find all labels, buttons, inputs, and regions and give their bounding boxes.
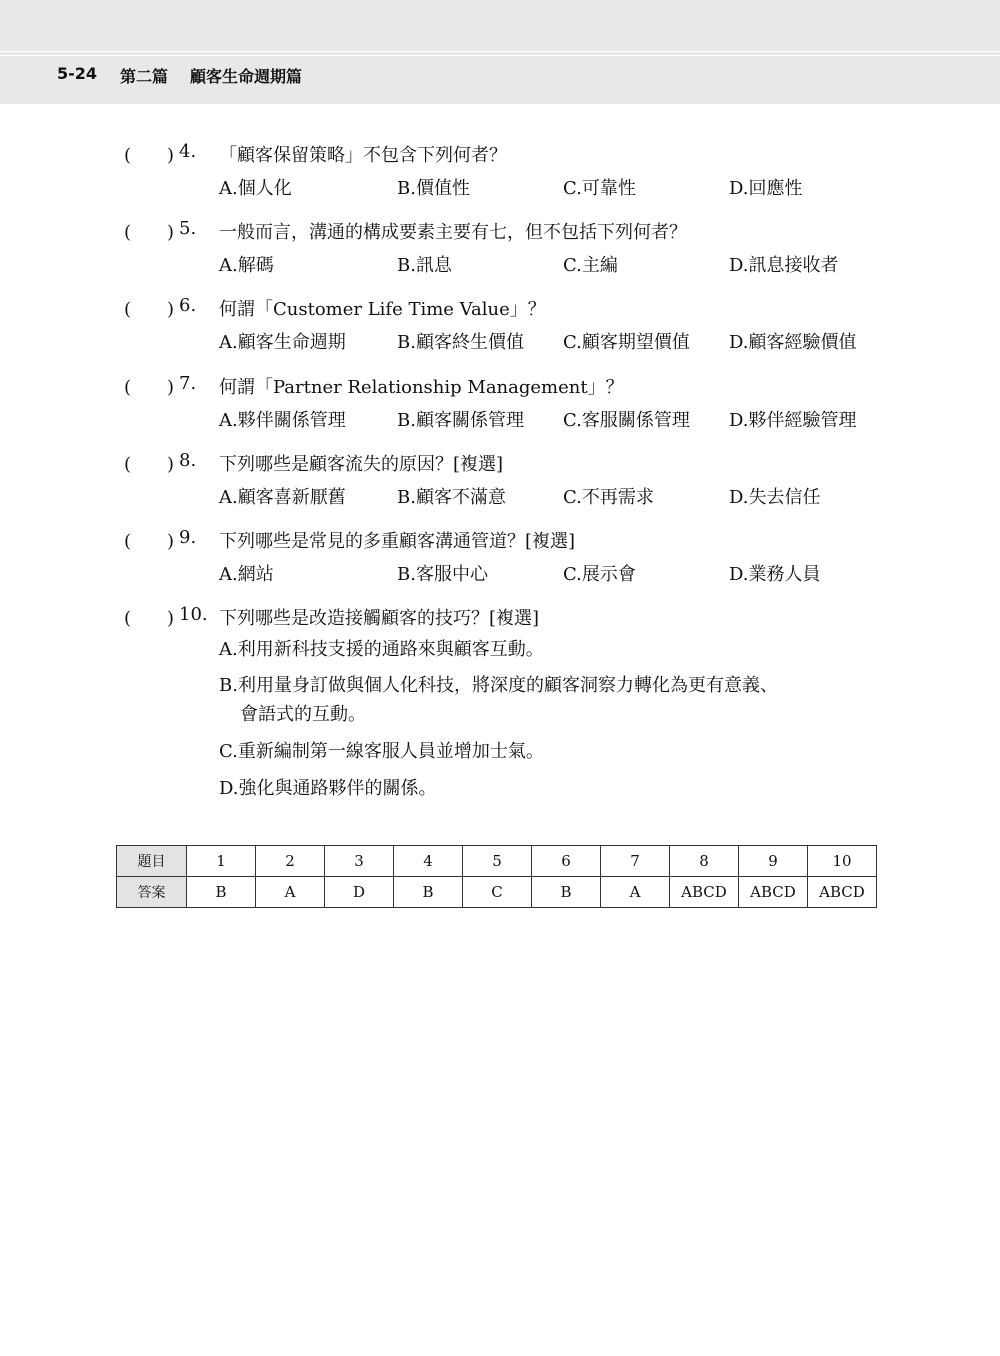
option-b: B.客服中心 xyxy=(397,564,488,585)
answer-cell: ABCD xyxy=(808,877,877,908)
option-a: A.顧客生命週期 xyxy=(219,332,346,353)
option-a: A.個人化 xyxy=(219,178,292,199)
option-d: D.夥伴經驗管理 xyxy=(729,410,857,431)
answer-cell: C xyxy=(463,877,532,908)
option-d: D.失去信任 xyxy=(729,487,821,508)
question-number: 5. xyxy=(179,218,197,239)
option-b: B.訊息 xyxy=(397,255,452,276)
option-c: C.重新編制第一線客服人員並增加士氣。 xyxy=(219,741,544,762)
answer-table xyxy=(116,845,877,908)
option-a: A.解碼 xyxy=(219,255,274,276)
answer-cell: A xyxy=(601,877,670,908)
question-stem: 下列哪些是改造接觸顧客的技巧？[複選] xyxy=(219,608,540,629)
answer-blank: ( ) xyxy=(124,454,175,475)
question-number: 9. xyxy=(179,527,197,548)
option-b xyxy=(219,671,899,729)
answer-cell: ABCD xyxy=(670,877,739,908)
question-stem: 一般而言，溝通的構成要素主要有七，但不包括下列何者？ xyxy=(219,222,687,243)
row-header-answer: 答案 xyxy=(117,877,187,908)
option-b: B.顧客關係管理 xyxy=(397,410,524,431)
option-b: B.價值性 xyxy=(397,178,470,199)
chapter-title: 顧客生命週期篇 xyxy=(190,67,303,86)
question-cell: 6 xyxy=(532,846,601,877)
question-cell: 1 xyxy=(187,846,256,877)
option-b-line1: B.利用量身訂做與個人化科技，將深度的顧客洞察力轉化為更有意義、 xyxy=(219,675,778,696)
answer-cell: B xyxy=(187,877,256,908)
table-row xyxy=(117,877,877,908)
question-number: 4. xyxy=(179,141,197,162)
option-b: B.顧客終生價值 xyxy=(397,332,524,353)
question-cell: 10 xyxy=(808,846,877,877)
option-b-line2: 會語式的互動。 xyxy=(240,704,366,725)
answer-blank: ( ) xyxy=(124,608,175,629)
row-header-question: 題目 xyxy=(117,846,187,877)
question-number: 6. xyxy=(179,295,197,316)
answer-cell: B xyxy=(532,877,601,908)
question-stem: 下列哪些是顧客流失的原因？[複選] xyxy=(219,454,504,475)
option-d: D.顧客經驗價值 xyxy=(729,332,857,353)
answer-blank: ( ) xyxy=(124,377,175,398)
answer-cell: D xyxy=(325,877,394,908)
option-c: C.不再需求 xyxy=(563,487,654,508)
option-a: A.網站 xyxy=(219,564,274,585)
answer-cell: A xyxy=(256,877,325,908)
question-cell: 9 xyxy=(739,846,808,877)
question-stem: 下列哪些是常見的多重顧客溝通管道？[複選] xyxy=(219,531,576,552)
question-number: 10. xyxy=(179,604,208,625)
question-cell: 4 xyxy=(394,846,463,877)
question-cell: 8 xyxy=(670,846,739,877)
option-a: A.顧客喜新厭舊 xyxy=(219,487,346,508)
question-number: 7. xyxy=(179,373,197,394)
page-header xyxy=(0,0,1000,104)
option-c: C.可靠性 xyxy=(563,178,636,199)
answer-cell: B xyxy=(394,877,463,908)
answer-blank: ( ) xyxy=(124,222,175,243)
question-number: 8. xyxy=(179,450,197,471)
question-stem: 何謂「Customer Life Time Value」？ xyxy=(219,299,546,320)
question-stem: 「顧客保留策略」不包含下列何者？ xyxy=(219,145,507,166)
question-cell: 5 xyxy=(463,846,532,877)
question-cell: 7 xyxy=(601,846,670,877)
option-d: D.強化與通路夥伴的關係。 xyxy=(219,778,437,799)
table-row xyxy=(117,846,877,877)
option-d: D.回應性 xyxy=(729,178,803,199)
question-cell: 2 xyxy=(256,846,325,877)
header-rule xyxy=(0,55,1000,56)
option-d: D.訊息接收者 xyxy=(729,255,839,276)
option-d: D.業務人員 xyxy=(729,564,821,585)
part-title: 第二篇 xyxy=(120,67,169,86)
answer-cell: ABCD xyxy=(739,877,808,908)
answer-blank: ( ) xyxy=(124,299,175,320)
answer-blank: ( ) xyxy=(124,531,175,552)
option-c: C.展示會 xyxy=(563,564,636,585)
option-c: C.主編 xyxy=(563,255,618,276)
option-c: C.客服關係管理 xyxy=(563,410,690,431)
question-stem: 何謂「Partner Relationship Management」？ xyxy=(219,377,624,398)
answer-blank: ( ) xyxy=(124,145,175,166)
header-rule xyxy=(0,51,1000,52)
option-c: C.顧客期望價值 xyxy=(563,332,690,353)
option-b: B.顧客不滿意 xyxy=(397,487,506,508)
option-a: A.夥伴關係管理 xyxy=(219,410,346,431)
option-a: A.利用新科技支援的通路來與顧客互動。 xyxy=(219,639,544,660)
page-number: 5-24 xyxy=(57,64,98,83)
question-cell: 3 xyxy=(325,846,394,877)
